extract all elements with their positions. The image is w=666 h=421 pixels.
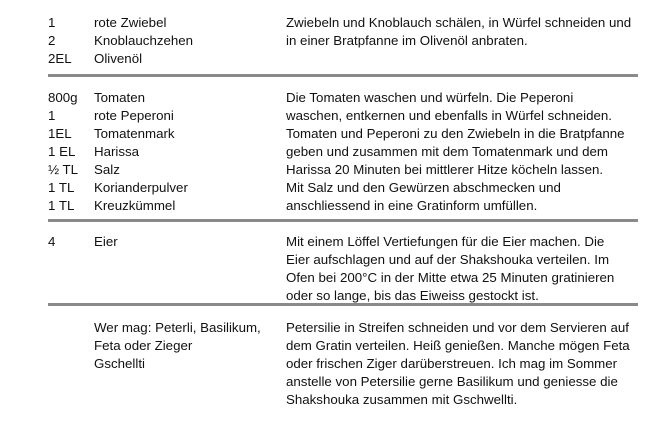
step-line: Zwiebeln und Knoblauch schälen, in Würfel schneiden und <box>286 15 632 30</box>
step-line: in einer Bratpfanne im Olivenöl anbraten. <box>286 33 528 48</box>
ingredient-qty: 2 <box>48 33 56 48</box>
step-instructions <box>286 89 638 219</box>
ingredient-name: rote Peperoni <box>94 108 174 123</box>
ingredient-qty: 2EL <box>48 51 72 66</box>
section-divider <box>48 219 638 222</box>
recipe-section-1 <box>48 14 638 74</box>
step-line: Ofen bei 200°C in der Mitte etwa 25 Minuten gratinieren <box>286 270 615 285</box>
step-line: Eier aufschlagen und auf der Shakshouka verteilen. Im <box>286 252 610 267</box>
ingredient-name: Tomaten <box>94 90 145 105</box>
ingredient-name: Olivenöl <box>94 51 143 66</box>
ingredient-row <box>48 233 286 251</box>
step-line: Tomaten und Peperoni zu den Zwiebeln in die Bratpfanne <box>286 126 625 141</box>
note-line: Gschellti <box>94 356 145 371</box>
step-line: dem Gratin verteilen. Heiß genießen. Manche mögen Feta <box>286 338 630 353</box>
ingredient-row <box>48 125 286 143</box>
ingredient-qty: 1 TL <box>48 198 75 213</box>
section-divider <box>48 74 638 77</box>
ingredient-row <box>48 143 286 161</box>
step-line: anstelle von Petersilie gerne Basilikum und geniesse die <box>286 374 618 389</box>
ingredient-qty: 4 <box>48 234 56 249</box>
ingredient-name: Eier <box>94 234 118 249</box>
step-line: Harissa 20 Minuten bei mittlerer Hitze köcheln lassen. <box>286 162 604 177</box>
note-line: Feta oder Zieger <box>94 338 193 353</box>
step-line: Shakshouka zusammen mit Gschwellti. <box>286 392 518 407</box>
ingredient-row <box>48 89 286 107</box>
ingredient-row <box>48 107 286 125</box>
ingredient-qty: 1 <box>48 108 56 123</box>
ingredient-row <box>48 179 286 197</box>
recipe-table <box>48 14 638 409</box>
ingredient-list <box>48 14 286 74</box>
step-instructions <box>286 14 638 74</box>
ingredient-list <box>48 233 286 303</box>
ingredient-list <box>48 89 286 219</box>
step-line: Mit Salz und den Gewürzen abschmecken und <box>286 180 561 195</box>
step-line: Mit einem Löffel Vertiefungen für die Eier machen. Die <box>286 234 605 249</box>
step-line: geben und zusammen mit dem Tomatenmark und dem <box>286 144 609 159</box>
recipe-section-4 <box>48 319 638 409</box>
ingredient-qty: 800g <box>48 90 78 105</box>
ingredient-qty: ½ TL <box>48 162 79 177</box>
ingredient-name: Kreuzkümmel <box>94 198 176 213</box>
step-line: waschen, entkernen und ebenfalls in Würfel schneiden. <box>286 108 612 123</box>
recipe-section-3 <box>48 233 638 303</box>
step-line: Petersilie in Streifen schneiden und vor dem Servieren auf <box>286 320 629 335</box>
ingredient-qty: 1 <box>48 15 56 30</box>
step-instructions <box>286 233 638 303</box>
ingredient-name: Korianderpulver <box>94 180 188 195</box>
ingredient-name: Salz <box>94 162 120 177</box>
ingredient-row <box>48 161 286 179</box>
ingredient-row <box>48 50 286 68</box>
ingredient-row <box>48 197 286 215</box>
step-line: oder so lange, bis das Eiweiss gestockt ist. <box>286 288 539 303</box>
ingredient-name: Knoblauchzehen <box>94 33 194 48</box>
ingredient-qty: 1EL <box>48 126 72 141</box>
recipe-section-2 <box>48 89 638 219</box>
step-instructions <box>286 319 638 409</box>
ingredient-name: Tomatenmark <box>94 126 175 141</box>
ingredient-qty: 1 EL <box>48 144 76 159</box>
ingredient-qty: 1 TL <box>48 180 75 195</box>
step-line: Die Tomaten waschen und würfeln. Die Peperoni <box>286 90 574 105</box>
step-line: oder frischen Ziger darüberstreuen. Ich mag im Sommer <box>286 356 618 371</box>
note-line: Wer mag: Peterli, Basilikum, <box>94 320 261 335</box>
ingredient-name: Harissa <box>94 144 140 159</box>
serving-note <box>48 319 286 409</box>
step-line: anschliessend in eine Gratinform umfüllen. <box>286 198 538 213</box>
ingredient-row <box>48 32 286 50</box>
ingredient-name: rote Zwiebel <box>94 15 167 30</box>
ingredient-row <box>48 14 286 32</box>
